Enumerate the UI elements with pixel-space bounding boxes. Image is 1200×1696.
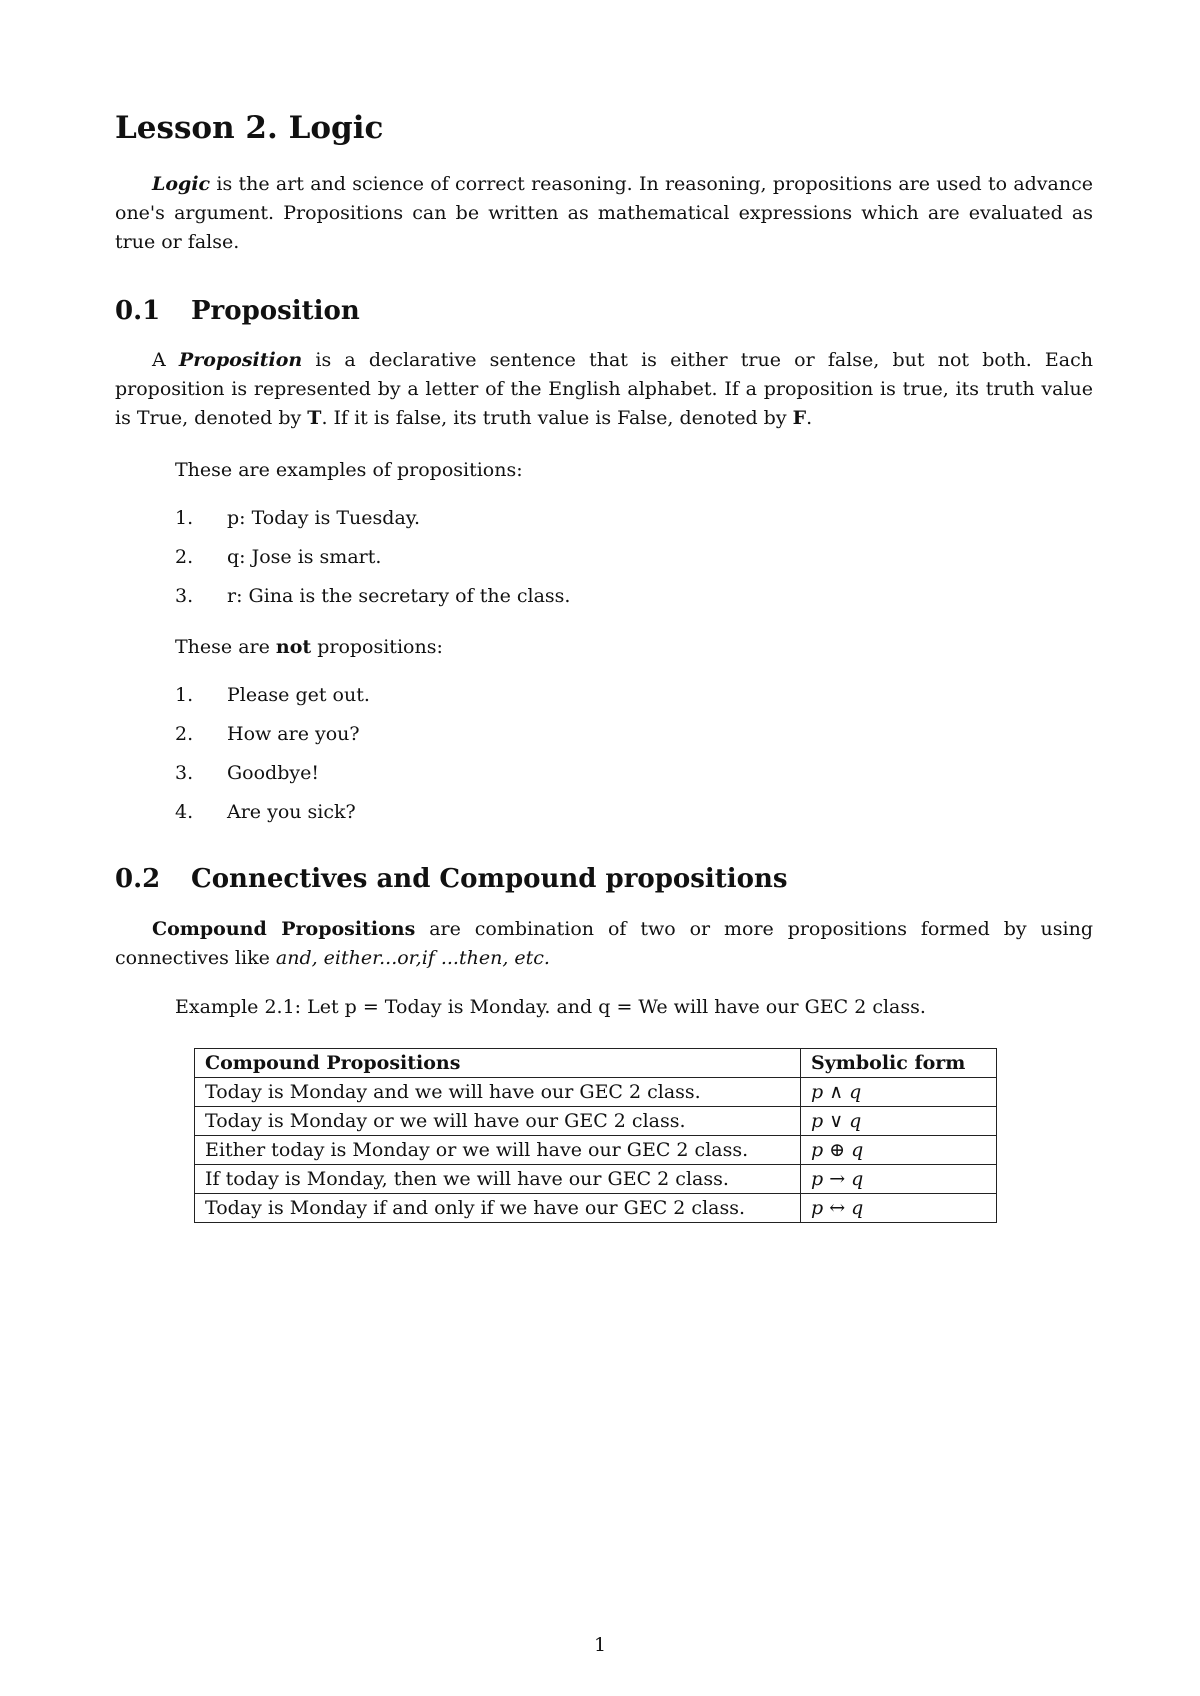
list-number: 4. <box>175 801 194 823</box>
column-header: Symbolic form <box>801 1049 997 1078</box>
section-title: Connectives and Compound propositions <box>191 864 788 894</box>
list-item <box>175 759 370 798</box>
list-number: 3. <box>175 762 194 784</box>
list-text: p: Today is Tuesday. <box>227 507 421 529</box>
list-text: Please get out. <box>227 684 370 706</box>
text-run: is a declarative sentence that is either true or false, but not both. Each proposition is represented by a letter of the English alphabet. If a proposition is true, its truth value is True, denoted by <box>115 349 1093 429</box>
table-row <box>195 1165 997 1194</box>
examples-list <box>175 504 570 621</box>
table-cell: Today is Monday or we will have our GEC 2 class. <box>195 1107 801 1136</box>
list-number: 1. <box>175 507 194 529</box>
intro-text: is the art and science of correct reasoning. In reasoning, propositions are used to advance one's argument. Propositions can be written as mathematical expressions which are evaluated as true or false. <box>115 173 1093 253</box>
compound-term: Compound Propositions <box>152 918 416 940</box>
table-cell: Today is Monday if and only if we have our GEC 2 class. <box>195 1194 801 1223</box>
list-item <box>175 504 570 543</box>
examples-intro: These are examples of propositions: <box>175 459 523 481</box>
list-text: Are you sick? <box>227 801 356 823</box>
list-text: q: Jose is smart. <box>227 546 382 568</box>
list-number: 2. <box>175 723 194 745</box>
symbol-cell: p ∧ q <box>801 1078 997 1107</box>
list-item <box>175 720 370 759</box>
page-number: 1 <box>593 1634 607 1656</box>
list-item <box>175 681 370 720</box>
table-cell: Either today is Monday or we will have our GEC 2 class. <box>195 1136 801 1165</box>
nonexamples-intro <box>175 633 443 662</box>
list-item <box>175 543 570 582</box>
text-run: A <box>152 349 179 371</box>
list-item <box>175 798 370 837</box>
false-symbol: F <box>792 407 807 429</box>
intro-paragraph <box>115 170 1093 257</box>
symbol-cell: p ↔ q <box>801 1194 997 1223</box>
column-header: Compound Propositions <box>195 1049 801 1078</box>
example-2-1: Example 2.1: Let p = Today is Monday. and q = We will have our GEC 2 class. <box>175 996 926 1018</box>
connectives-examples: and, either...or,if ...then, etc. <box>275 947 550 969</box>
text-run: propositions: <box>311 636 443 658</box>
table-cell: Today is Monday and we will have our GEC 2 class. <box>195 1078 801 1107</box>
nonexamples-list <box>175 681 370 837</box>
table-header-row <box>195 1049 997 1078</box>
text-run: These are <box>175 636 276 658</box>
list-item <box>175 582 570 621</box>
not-emphasis: not <box>275 636 312 658</box>
table-row <box>195 1136 997 1165</box>
list-text: How are you? <box>227 723 360 745</box>
text-run: are combination of two or more propositions formed by using connectives like <box>115 918 1093 969</box>
section-heading-proposition <box>115 294 360 328</box>
list-text: Goodbye! <box>227 762 319 784</box>
list-text: r: Gina is the secretary of the class. <box>227 585 571 607</box>
compound-paragraph <box>115 915 1093 973</box>
section-number: 0.2 <box>115 864 161 894</box>
symbol-cell: p ⊕ q <box>801 1136 997 1165</box>
list-number: 3. <box>175 585 194 607</box>
section-heading-connectives <box>115 862 788 896</box>
table-row <box>195 1107 997 1136</box>
proposition-term: Proposition <box>178 349 303 371</box>
proposition-paragraph <box>115 346 1093 433</box>
logic-term: Logic <box>152 173 211 195</box>
text-run: . <box>806 407 813 429</box>
text-run: . If it is false, its truth value is False, denoted by <box>321 407 793 429</box>
symbol-cell: p → q <box>801 1165 997 1194</box>
true-symbol: T <box>307 407 322 429</box>
table-row <box>195 1078 997 1107</box>
list-number: 1. <box>175 684 194 706</box>
table-cell: If today is Monday, then we will have our GEC 2 class. <box>195 1165 801 1194</box>
table-row <box>195 1194 997 1223</box>
list-number: 2. <box>175 546 194 568</box>
section-number: 0.1 <box>115 296 161 326</box>
lesson-title: Lesson 2. Logic <box>115 110 384 146</box>
compound-propositions-table <box>194 1048 997 1223</box>
section-title: Proposition <box>191 296 360 326</box>
symbol-cell: p ∨ q <box>801 1107 997 1136</box>
